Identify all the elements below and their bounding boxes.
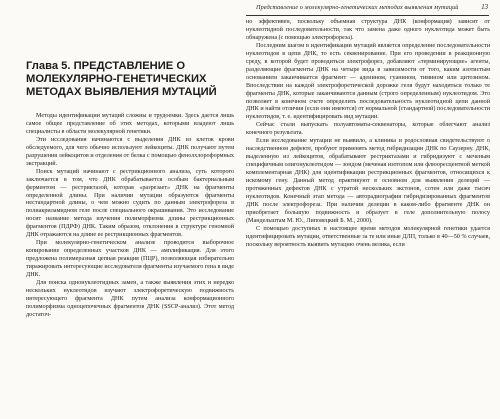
paragraph: Поиск мутаций начинают с рестрикционного анализа, суть которого заключается в том, что ДНК обрабатывается особым бактериальным ферментом — рестриктазой, которая «разрезает» ДНК на фрагменты определенной длины. При наличии мутации образуются фрагменты нестандартной длины, о чем можно судить по данным электрофореза в полиакриламидном геле после специального окрашивания. Это исследование носит название метода изучения полиморфизма длины рестрикционных фрагментов (ПДРФ) ДНК. Таким образом, отклонения в структуре геномной ДНК отражаются на длине ее рестрикционных фрагментов.	[26, 168, 234, 239]
page-number: 13	[481, 4, 488, 11]
paragraph: Для поиска однонуклеотидных замен, а также выявления этих и нередко нескольких нуклеотидов изучают электрофоретическую подвижность интересующего фрагмента ДНК путем анализа конформационного полиморфизма одноцепочечных фрагментов ДНК (SSCP-анализ). Этот метод достаточ-	[26, 280, 234, 318]
left-column	[26, 113, 234, 320]
paragraph: При молекулярно-генетическом анализе проводится выборочное копирование определенных участков ДНК — амплификация. Для этого предложена полимеразная цепная реакция (ПЦР), позволяющая избирательно тиражировать интересующие исследователя фрагменты изучаемого гена в виде ДНК.	[26, 240, 234, 279]
paragraph: Последним шагом в идентификации мутаций является определение последовательности нуклеотидов в цепи ДНК, то есть секвенирование. При его проведении в реакционную среду, в которой будет проводиться электрофорез, добавляют «терминирующие» агенты, разделяющие фрагменты ДНК на четыре вида в зависимости от того, каким азотистым основанием заканчивается фрагмент — аденином, гуанином, тимином или цитозином. Впоследствии на каждой электрофоретической дорожке геля будут находиться только те фрагменты ДНК, которые заканчиваются данным (строго определенным) нуклеотидом. Это позволяет в конечном счете определить последовательность нуклеотидной цепи данной ДНК и найти отличия (если они имеются) от нормальной (стандартной) последовательности нуклеотидов, т. е. идентифицировать вид мутации.	[246, 42, 490, 121]
paragraph: Эти исследования начинаются с выделения ДНК из клеток крови обследуемого, для чего обычно используют лейкоциты. ДНК получают путем разрушения лейкоцитов и отделения от белка с помощью фенолхлороформных экстракций.	[26, 136, 234, 167]
running-head: Представление о молекулярно-генетических методах выявления мутаций	[256, 4, 459, 11]
paragraph: Методы идентификации мутаций сложны и трудоемки. Здесь дается лишь самое общее представление об этих методах, которыми владеют лишь специалисты в области молекулярной генетики.	[26, 113, 234, 135]
right-column	[246, 19, 490, 250]
paragraph: но эффективен, поскольку объемная структура ДНК (конформация) зависит от нуклеотидной последовательности, так что замена даже одного нуклеотида может быть обнаружена (с помощью электрофореза).	[246, 19, 490, 41]
chapter-title: Глава 5. ПРЕДСТАВЛЕНИЕ О МОЛЕКУЛЯРНО-ГЕНЕТИЧЕСКИХ МЕТОДАХ ВЫЯВЛЕНИЯ МУТАЦИЙ	[26, 60, 217, 99]
paragraph: С помощью доступных в настоящее время методов молекулярной генетики удается идентифицировать мутации, ответственные за те или иные ДЛП, только в 40—50 % случаев, поскольку вероятность выявить мутацию очень велика, если	[246, 225, 490, 248]
header-rule	[246, 15, 489, 16]
paragraph: Сейчас стали выпускать полуавтоматы-секвенаторы, которые облегчают анализ конечного результата.	[246, 122, 490, 137]
paragraph: Если исследование мутации не выявило, а клиника и родословная свидетельствуют о наследственном дефекте, пробуют применять метод гибридизации ДНК по Саузерну. ДНК, выделенную из лейкоцитов, обрабатывают рестриктазами и гибридизуют с меченым специфичным олигонуклеотидом — зондом (меченая изотопом или флюоресцентной меткой комплементарная ДНК) для идентификации рестрикционных фрагментов, относящихся к искомому гену. Данный метод практикуют в основном для выявления делеций — протяженных дефектов ДНК с утратой нескольких экстонов, сотен или даже тысяч нуклеотидов. Конечный этап метода — авторадиография гибридизированных фрагментов ДНК после электрофореза. При наличии делеции в каком-либо фрагменте ДНК он приобретает большую подвижность и образует в геле дополнительную полосу (Мандельштам М. Ю., Липовецкий Б. М., 2000).	[246, 138, 490, 224]
